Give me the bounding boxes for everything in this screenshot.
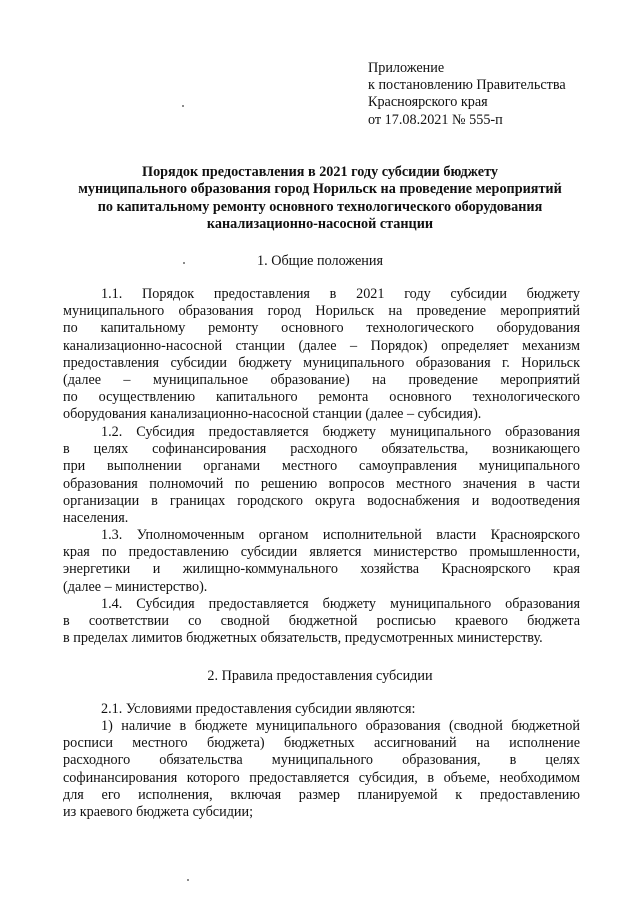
title-line: по капитальному ремонту основного технологического оборудования (97, 198, 543, 215)
section-2-heading: 2. Правила предоставления субсидии (207, 668, 433, 684)
text-line: по капитальному ремонту основного технологического оборудования (63, 320, 580, 337)
text-line: из краевого бюджета субсидии; (63, 803, 254, 820)
paragraph-1-3 (63, 527, 580, 596)
text-line: 1) наличие в бюджете муниципального образования (сводной бюджетной (101, 718, 580, 734)
text-line: края по предоставлению субсидии является министерство промышленности, (63, 544, 580, 561)
title-line: канализационно-насосной станции (206, 216, 434, 233)
scan-speck (183, 262, 185, 264)
title-line: муниципального образования город Норильск на проведение мероприятий (78, 181, 562, 198)
appendix-line: Приложение (368, 60, 445, 76)
text-line: образования полномочий по решению вопросов местного значения в части (63, 475, 580, 492)
text-line: энергетики и жилищно-коммунального хозяйства Красноярского края (63, 561, 580, 578)
text-line: для его исполнения, включая размер планируемой к предоставлению (63, 786, 580, 803)
text-line: 1.3. Уполномоченным органом исполнительной власти Красноярского (101, 527, 580, 543)
paragraph-2-1 (63, 701, 580, 718)
text-line: 1.4. Субсидия предоставляется бюджету муниципального образования (101, 596, 580, 612)
title-line: Порядок предоставления в 2021 году субсидии бюджету (142, 164, 498, 180)
text-line: канализационно-насосной станции (далее – Порядок) определяет механизм (63, 337, 580, 354)
text-line: в пределах лимитов бюджетных обязательств, предусмотренных министерству. (63, 630, 543, 647)
text-line: предоставления субсидии бюджету муниципального образования г. Норильск (63, 354, 580, 371)
text-line: по осуществлению капитального ремонта основного технологического (63, 389, 580, 406)
text-line: оборудования канализационно-насосной станции (далее – субсидия). (63, 406, 482, 423)
scan-speck (182, 105, 184, 107)
text-line: в целях софинансирования расходного обязательства, возникающего (63, 441, 580, 458)
appendix-line: к постановлению Правительства (368, 77, 566, 94)
text-line: 2.1. Условиями предоставления субсидии являются: (101, 701, 416, 717)
text-line: организации в границах городского округа водоснабжения и водоотведения (63, 492, 580, 509)
appendix-line: Красноярского края (368, 94, 488, 111)
paragraph-1-1 (63, 286, 580, 424)
paragraph-1-4 (63, 596, 580, 648)
text-line: расходного обязательства муниципального образования, в целях (63, 752, 580, 769)
text-line: росписи местного бюджета) бюджетных ассигнований на исполнение (63, 735, 580, 752)
section-1-heading: 1. Общие положения (257, 253, 383, 269)
appendix-line: от 17.08.2021 № 555-п (368, 111, 503, 128)
paragraph-1-2 (63, 424, 580, 527)
text-line: в соответствии со сводной бюджетной росписью краевого бюджета (63, 613, 580, 630)
scan-speck (187, 879, 189, 881)
appendix-block (368, 60, 566, 129)
text-line: (далее – министерство). (63, 578, 208, 595)
text-line: 1.1. Порядок предоставления в 2021 году субсидии бюджету (101, 286, 580, 302)
text-line: (далее – муниципальное образование) на проведение мероприятий (63, 371, 580, 388)
document-title (40, 164, 600, 234)
text-line: муниципального образования город Норильск на проведение мероприятий (63, 303, 580, 320)
text-line: населения. (63, 509, 129, 526)
paragraph-2-1-item-1 (63, 718, 580, 821)
text-line: при выполнении органами местного самоуправления муниципального (63, 458, 580, 475)
text-line: 1.2. Субсидия предоставляется бюджету муниципального образования (101, 424, 580, 440)
text-line: софинансирования которого предоставляется субсидия, в объеме, необходимом (63, 769, 580, 786)
